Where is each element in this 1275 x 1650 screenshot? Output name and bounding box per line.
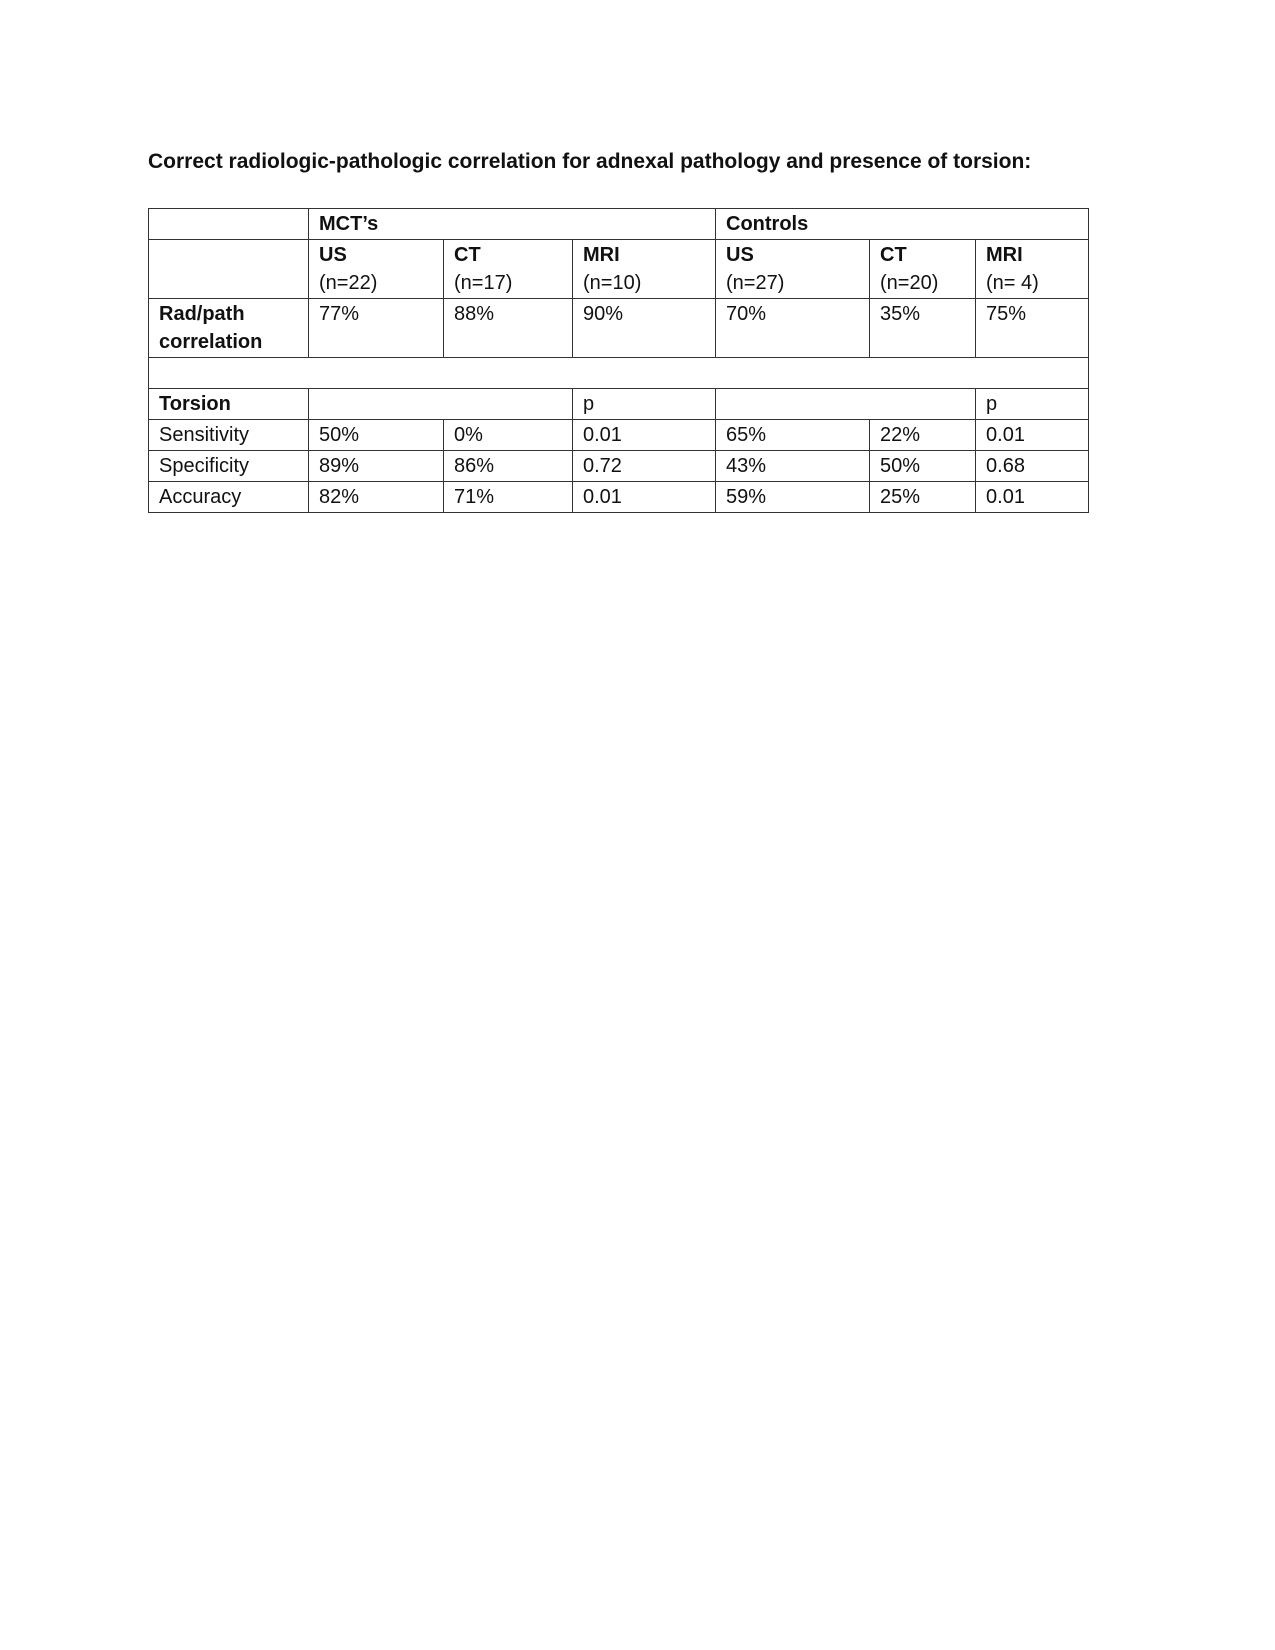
table-cell: 50%: [870, 451, 976, 482]
modality-n: (n=27): [726, 272, 785, 294]
modality-name: CT: [454, 244, 481, 266]
table-cell: 59%: [716, 482, 870, 513]
modality-header-row: [149, 240, 1089, 299]
modality-header-cell: [444, 240, 573, 299]
spacer-cell: [149, 358, 1089, 389]
group-header-controls: Controls: [716, 209, 1089, 240]
table-cell: 25%: [870, 482, 976, 513]
modality-n: (n=20): [880, 272, 939, 294]
modality-header-cell: [309, 240, 444, 299]
empty-cell: [716, 389, 976, 420]
table-cell: 22%: [870, 420, 976, 451]
table-cell: 43%: [716, 451, 870, 482]
modality-name: CT: [880, 244, 907, 266]
radpath-label-line1: Rad/path: [159, 303, 245, 325]
row-label-radpath: [149, 299, 309, 358]
page-title: Correct radiologic-pathologic correlation for adnexal pathology and presence of torsion:: [148, 150, 1032, 173]
table-cell: 0.01: [976, 482, 1089, 513]
table-cell: 77%: [309, 299, 444, 358]
table-cell: 75%: [976, 299, 1089, 358]
table-cell: 0.01: [573, 482, 716, 513]
empty-cell: [149, 240, 309, 299]
spacer-row: [149, 358, 1089, 389]
row-label: Specificity: [149, 451, 309, 482]
row-label: Sensitivity: [149, 420, 309, 451]
table-cell: 90%: [573, 299, 716, 358]
modality-name: US: [319, 244, 347, 266]
modality-name: MRI: [583, 244, 620, 266]
group-header-mcts: MCT’s: [309, 209, 716, 240]
table-cell: 65%: [716, 420, 870, 451]
table-cell: 0.68: [976, 451, 1089, 482]
modality-header-cell: [976, 240, 1089, 299]
empty-cell: [309, 389, 573, 420]
modality-name: MRI: [986, 244, 1023, 266]
table-cell: 71%: [444, 482, 573, 513]
table-row: [149, 482, 1089, 513]
table-cell: 35%: [870, 299, 976, 358]
modality-n: (n= 4): [986, 272, 1039, 294]
modality-name: US: [726, 244, 754, 266]
table-cell: 70%: [716, 299, 870, 358]
table-cell: 0.72: [573, 451, 716, 482]
table-cell: 50%: [309, 420, 444, 451]
modality-n: (n=10): [583, 272, 642, 294]
modality-n: (n=22): [319, 272, 378, 294]
empty-cell: [149, 209, 309, 240]
group-header-row: [149, 209, 1089, 240]
modality-header-cell: [716, 240, 870, 299]
radpath-label-line2: correlation: [159, 331, 263, 353]
torsion-header-row: [149, 389, 1089, 420]
modality-n: (n=17): [454, 272, 513, 294]
table-row: [149, 420, 1089, 451]
table-cell: 82%: [309, 482, 444, 513]
table-cell: 0.01: [976, 420, 1089, 451]
p-header-controls: p: [976, 389, 1089, 420]
table-cell: 86%: [444, 451, 573, 482]
modality-header-cell: [573, 240, 716, 299]
row-label-torsion: Torsion: [149, 389, 309, 420]
p-header-mcts: p: [573, 389, 716, 420]
table-cell: 89%: [309, 451, 444, 482]
radpath-row: [149, 299, 1089, 358]
table-cell: 0.01: [573, 420, 716, 451]
table-row: [149, 451, 1089, 482]
table-cell: 88%: [444, 299, 573, 358]
results-table: [148, 208, 1089, 513]
modality-header-cell: [870, 240, 976, 299]
row-label: Accuracy: [149, 482, 309, 513]
table-cell: 0%: [444, 420, 573, 451]
